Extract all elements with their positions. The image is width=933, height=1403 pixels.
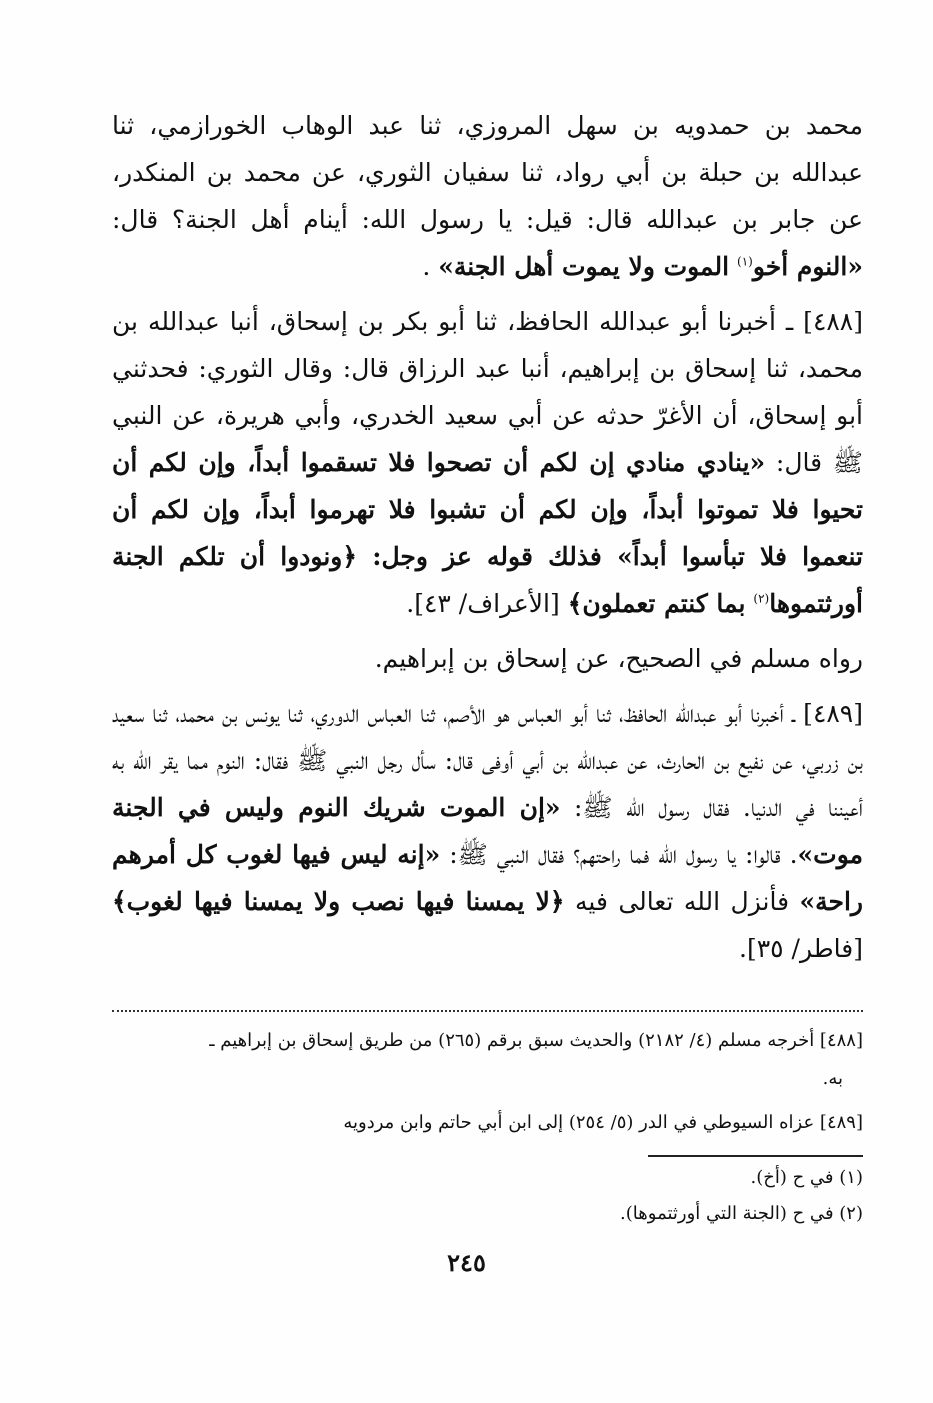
dotted-divider	[112, 1010, 863, 1012]
footnote-marker[interactable]: (٢)	[753, 591, 770, 606]
quran-verse: ﴿لا يمسنا فيها نصب ولا يمسنا فيها لغوب﴾	[112, 887, 565, 916]
hadith-quote: بما كنتم تعملون﴾	[567, 589, 746, 618]
footnote-divider	[648, 1155, 863, 1157]
paragraph-text: محمد بن حمدويه بن سهل المروزي، ثنا عبد الوهاب الخورازمي، ثنا عبدالله بن حبلة بن أبي رواد، ثنا سفيان الثوري، عن محمد بن المنكدر، عن جابر بن عبدالله قال: قيل: يا رسول الله: أينام أهل الجنة؟ قال:	[112, 111, 863, 234]
paragraph-text: . قالوا: يا رسول الله فما راحتهم؟ فقال النبي ﷺ:	[449, 840, 798, 869]
paragraph-text: .	[422, 252, 431, 281]
paragraph-text: [٤٨٩] ـ أخبرنا أبو عبدالله الحافظ، ثنا أبو العباس هو الأصم، ثنا العباس الدوري، ثنا يونس بن محمد، ثنا سعيد بن زربي، عن نفيع بن الحارث، عن عبدالله بن أبي أوفى قال: سأل رجل النبي ﷺ فقال: النوم مما يقر الله به أعيننا في الدنيا. فقال رسول الله ﷺ:	[112, 699, 863, 822]
hadith-quote: «إن الموت شريك النوم وليس في الجنة موت»	[112, 793, 863, 869]
paragraph-text: رواه مسلم في الصحيح، عن إسحاق بن إبراهيم.	[374, 644, 863, 673]
paragraph-1	[112, 102, 863, 290]
paragraph-narration	[112, 635, 863, 682]
note-489	[112, 1104, 863, 1142]
hadith-quote: الموت ولا يموت أهل الجنة»	[438, 252, 730, 281]
hadith-quote: «ينادي منادي إن لكم أن تصحوا فلا تسقموا أبداً، وإن لكم أن تحيوا فلا تموتوا أبداً، وإن لكم أن تشبوا فلا تهرموا أبداً، وإن لكم أن تنعموا فلا تبأسوا أبداً» فذلك قوله عز وجل: ﴿ونودوا أن تلكم الجنة أورثتموها	[112, 448, 863, 618]
paragraph-489	[112, 690, 863, 972]
quran-reference: [الأعراف/ ٤٣].	[406, 589, 560, 618]
hadith-quote: «إنه ليس فيها لغوب كل أمرهم راحة»	[112, 840, 863, 916]
note-text-cont: به.	[822, 1068, 843, 1089]
paragraph-488	[112, 298, 863, 627]
page-number: ٢٤٥	[447, 1248, 486, 1277]
footnotes	[112, 1160, 863, 1232]
paragraph-text: فأنزل الله تعالى فيه	[575, 887, 790, 916]
main-text	[112, 102, 863, 980]
note-text: [٤٨٨] أخرجه مسلم (٤/ ٢١٨٢) والحديث سبق برقم (٢٦٥) من طريق إسحاق بن إبراهيم ـ	[209, 1030, 863, 1051]
takhrij-notes	[112, 1022, 863, 1148]
footnote-2: (٢) في ح (الجنة التي أورثتموها).	[620, 1203, 863, 1224]
footnote-1: (١) في ح (أخ).	[750, 1167, 863, 1188]
note-text: [٤٨٩] عزاه السيوطي في الدر (٥/ ٢٥٤) إلى ابن أبي حاتم وابن مردويه	[343, 1112, 863, 1133]
paragraph-text: [٤٨٨] ـ أخبرنا أبو عبدالله الحافظ، ثنا أبو بكر بن إسحاق، أنبا عبدالله بن محمد، ثنا إسحاق بن إبراهيم، أنبا عبد الرزاق قال: وقال الثوري: فحدثني أبو إسحاق، أن الأغرّ حدثه عن أبي سعيد الخدري، وأبي هريرة، عن النبي ﷺ قال:	[112, 307, 864, 477]
footnote-marker[interactable]: (١)	[737, 254, 753, 269]
note-488	[112, 1022, 863, 1098]
hadith-quote: «النوم أخو	[752, 252, 863, 281]
quran-reference: [فاطر/ ٣٥].	[739, 934, 863, 963]
